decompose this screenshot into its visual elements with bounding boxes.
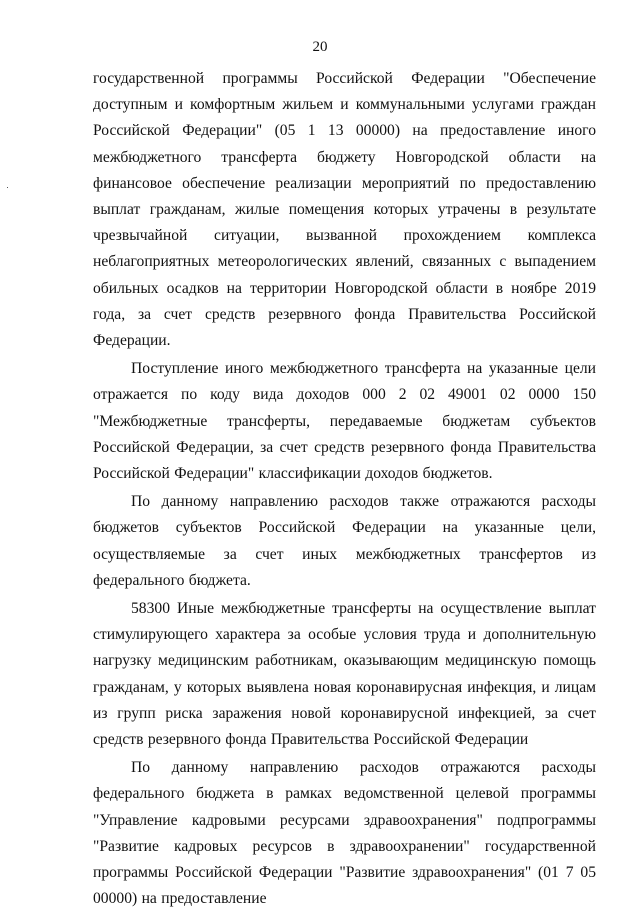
document-body bbox=[93, 66, 596, 913]
scan-edge-mark bbox=[7, 187, 8, 188]
paragraph-regional-budgets: По данному направлению расходов также отражаются расходы бюджетов субъектов Российской Федерации на указанные цели, осуществляемые за счет иных межбюджетных трансфертов из федерального бюджета. bbox=[93, 493, 596, 589]
page-number: 20 bbox=[312, 39, 328, 55]
paragraph-58300-description: По данному направлению расходов отражаются расходы федерального бюджета в рамках ведомственной целевой программы "Управление кадровыми ресурсами здравоохранения" подпрограммы "Развитие кадровых ресурсов в здравоохранении" государственной программы Российской Федерации "Развитие здравоохранения" (01 7 05 00000) на предоставление bbox=[93, 759, 596, 908]
paragraph-revenue-code: Поступление иного межбюджетного трансферта на указанные цели отражается по коду вида доходов 000 2 02 49001 02 0000 150 "Межбюджетные трансферты, передаваемые бюджетам субъектов Российской Федерации, за счет средств резервного фонда Правительства Российской Федерации" классификации доходов бюджетов. bbox=[93, 360, 596, 483]
paragraph-58300-heading: 58300 Иные межбюджетные трансферты на осуществление выплат стимулирующего характера за особые условия труда и дополнительную нагрузку медицинским работникам, оказывающим медицинскую помощь гражданам, у которых выявлена новая коронавирусная инфекция, и лицам из групп риска заражения новой коронавирусной инфекцией, за счет средств резервного фонда Правительства Российской Федерации bbox=[93, 600, 596, 749]
paragraph-program-continuation: государственной программы Российской Федерации "Обеспечение доступным и комфортным жильем и коммунальными услугами граждан Российской Федерации" (05 1 13 00000) на предоставление иного межбюджетного трансферта бюджету Новгородской области на финансовое обеспечение реализации мероприятий по предоставлению выплат гражданам, жилые помещения которых утрачены в результате чрезвычайной ситуации, вызванной прохождением комплекса неблагоприятных метеорологических явлений, связанных с выпадением обильных осадков на территории Новгородской области в ноябре 2019 года, за счет средств резервного фонда Правительства Российской Федерации. bbox=[93, 70, 596, 350]
